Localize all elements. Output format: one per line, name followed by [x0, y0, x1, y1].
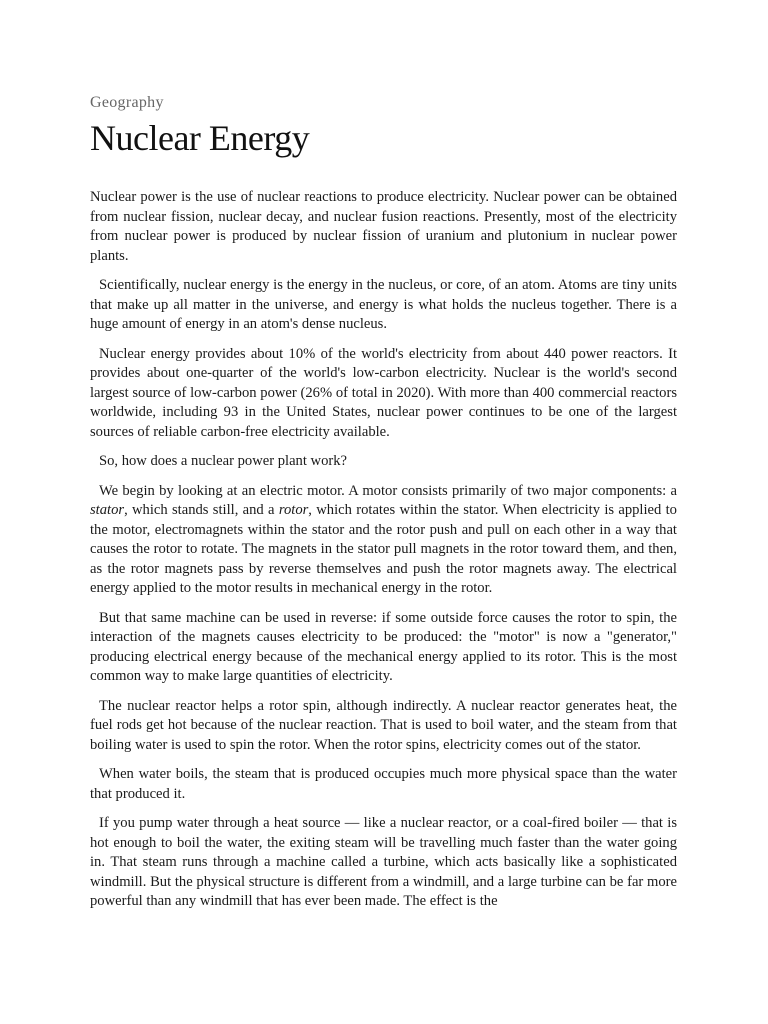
motor-text-part3: , which rotates within the stator. When electricity is applied to the motor, electromagnets within the stator and the rotor push and pull on each other in a way that causes the rotor to rotate. The magnets in the stator pull magnets in the rotor toward them, and then, as the rotor magnets pass by reverse themselves and push the rotor magnets away. The electrical energy applied to the motor results in mechanical energy in the rotor. — [90, 502, 677, 596]
document-page — [90, 92, 677, 922]
paragraph-reactor: The nuclear reactor helps a rotor spin, although indirectly. A nuclear reactor generates heat, the fuel rods get hot because of the nuclear reaction. That is used to boil water, and the steam from that boiling water is used to spin the rotor. When the rotor spins, electricity comes out of the stator. — [90, 697, 677, 753]
motor-text-part1: We begin by looking at an electric motor. A motor consists primarily of two major components: a — [99, 482, 677, 499]
paragraph-generator: But that same machine can be used in reverse: if some outside force causes the rotor to spin, the interaction of the magnets causes electricity to be produced: the "motor" is now a "generator," producing electrical energy because of the mechanical energy applied to its rotor. This is the most common way to make large quantities of electricity. — [90, 609, 677, 684]
paragraph-intro: Nuclear power is the use of nuclear reactions to produce electricity. Nuclear power can be obtained from nuclear fission, nuclear decay, and nuclear fusion reactions. Presently, most of the electricity from nuclear power is produced by nuclear fission of uranium and plutonium in nuclear power plants. — [90, 189, 677, 264]
term-stator: stator — [90, 502, 125, 518]
article-body — [90, 188, 677, 912]
term-rotor: rotor — [278, 502, 309, 518]
paragraph-question: So, how does a nuclear power plant work? — [99, 453, 348, 469]
paragraph-steam: When water boils, the steam that is produced occupies much more physical space than the water that produced it. — [90, 766, 677, 802]
paragraph-statistics: Nuclear energy provides about 10% of the world's electricity from about 440 power reactors. It provides about one-quarter of the world's low-carbon electricity. Nuclear is the world's second largest source of low-carbon power (26% of total in 2020). With more than 400 commercial reactors worldwide, including 93 in the United States, nuclear power continues to be one of the largest sources of reliable carbon-free electricity available. — [90, 345, 677, 440]
paragraph-scientific: Scientifically, nuclear energy is the energy in the nucleus, or core, of an atom. Atoms are tiny units that make up all matter in the universe, and energy is what holds the nucleus together. There is a huge amount of energy in an atom's dense nucleus. — [90, 277, 677, 332]
paragraph-turbine: If you pump water through a heat source — like a nuclear reactor, or a coal-fired boiler — that is hot enough to boil the water, the exiting steam will be travelling much faster than the water going in. That steam runs through a machine called a turbine, which acts basically like a sophisticated windmill. But the physical structure is different from a windmill, and a large turbine can be far more powerful than any windmill that has ever been made. The effect is the — [90, 815, 677, 909]
subject-label: Geography — [90, 94, 164, 111]
motor-text-part2: , which stands still, and a — [124, 502, 279, 518]
paragraph-motor — [90, 482, 677, 599]
page-title: Nuclear Energy — [90, 118, 310, 158]
